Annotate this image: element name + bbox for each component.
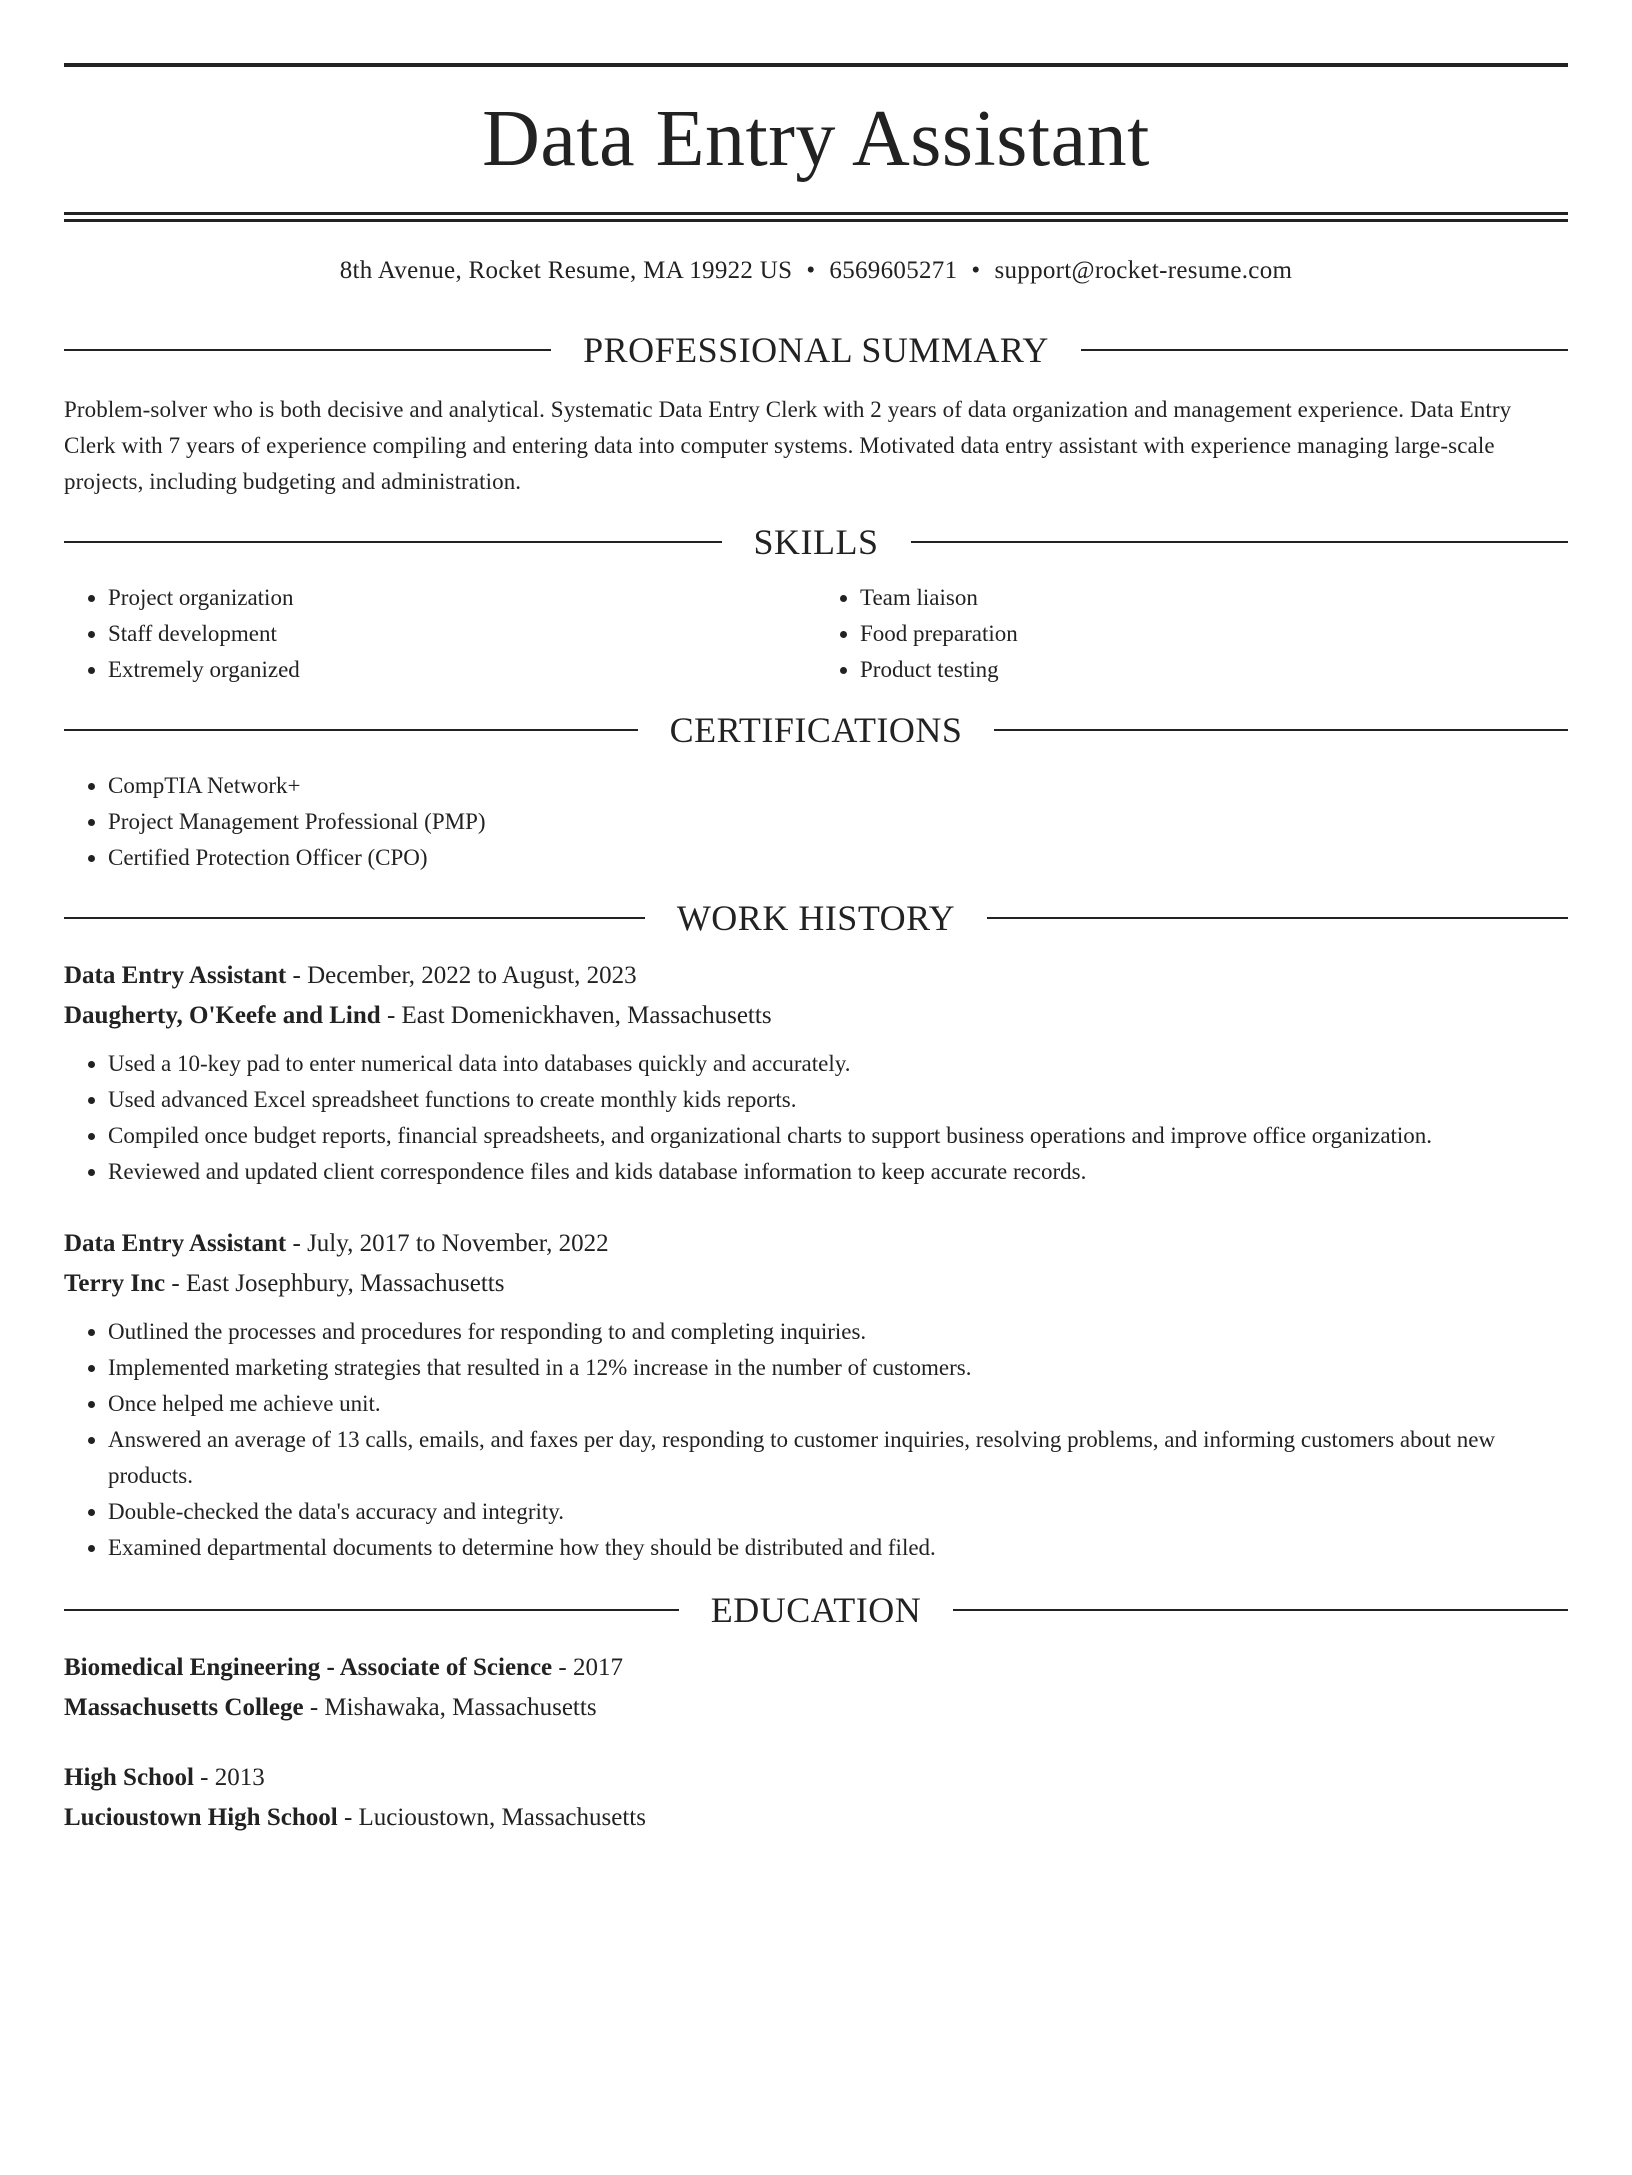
skill-item: • Staff development bbox=[108, 616, 816, 652]
section-rule bbox=[64, 917, 645, 919]
skill-item: • Extremely organized bbox=[108, 652, 816, 688]
section-title-work-history: WORK HISTORY bbox=[676, 898, 956, 938]
education-degree-line bbox=[64, 1648, 1568, 1688]
job-dates: - December, 2022 to August, 2023 bbox=[286, 962, 637, 989]
section-title-education: EDUCATION bbox=[710, 1590, 922, 1630]
certification-item: • CompTIA Network+ bbox=[108, 768, 1568, 804]
education-school-line bbox=[64, 1798, 1568, 1838]
job-dates: - July, 2017 to November, 2022 bbox=[286, 1230, 609, 1257]
job-bullet: • Answered an average of 13 calls, emails, and faxes per day, responding to customer inquiries, resolving problems, and informing customers about new products. bbox=[108, 1422, 1568, 1494]
job-company: Terry Inc bbox=[64, 1270, 166, 1297]
skills-list-right bbox=[816, 580, 1568, 688]
job-bullet: • Once helped me achieve unit. bbox=[108, 1386, 1568, 1422]
job-bullets bbox=[64, 1046, 1568, 1190]
contact-separator: • bbox=[971, 257, 981, 284]
job-bullet: • Double-checked the data's accuracy and integrity. bbox=[108, 1494, 1568, 1530]
section-rule bbox=[911, 541, 1569, 543]
education-year: - 2013 bbox=[193, 1764, 265, 1791]
education-degree-line bbox=[64, 1758, 1568, 1798]
education-degree: High School bbox=[64, 1764, 194, 1791]
education-degree: Biomedical Engineering - Associate of Science bbox=[64, 1654, 553, 1681]
job-role: Data Entry Assistant bbox=[64, 1230, 287, 1257]
contact-line bbox=[64, 256, 1568, 286]
section-title-skills: SKILLS bbox=[753, 522, 879, 562]
contact-phone: 6569605271 bbox=[829, 257, 958, 284]
section-header-certifications bbox=[64, 710, 1568, 750]
summary-text: Problem-solver who is both decisive and analytical. Systematic Data Entry Clerk with 2 years of data organization and management experience. Data Entry Clerk with 7 years of experience compiling and entering data into computer systems. Motivated data entry assistant with experience managing large-scale projects, including budgeting and administration. bbox=[64, 397, 1512, 494]
job-role-line bbox=[64, 956, 1568, 996]
job-company-line bbox=[64, 996, 1568, 1036]
job-bullet: • Used a 10-key pad to enter numerical data into databases quickly and accurately. bbox=[108, 1046, 1568, 1082]
section-header-education bbox=[64, 1590, 1568, 1630]
title-double-rule bbox=[64, 212, 1568, 222]
education-entry bbox=[64, 1648, 1568, 1728]
education-location: - Lucioustown, Massachusetts bbox=[337, 1804, 646, 1831]
education-year: - 2017 bbox=[552, 1654, 623, 1681]
contact-separator: • bbox=[806, 257, 816, 284]
skills-columns bbox=[64, 580, 1568, 688]
section-rule bbox=[953, 1609, 1568, 1611]
contact-address: 8th Avenue, Rocket Resume, MA 19922 US bbox=[339, 257, 793, 284]
certification-item: • Certified Protection Officer (CPO) bbox=[108, 840, 1568, 876]
education-school-line bbox=[64, 1688, 1568, 1728]
job-location: - East Josephbury, Massachusetts bbox=[165, 1270, 505, 1297]
education-location: - Mishawaka, Massachusetts bbox=[303, 1694, 597, 1721]
job-bullet: • Implemented marketing strategies that resulted in a 12% increase in the number of customers. bbox=[108, 1350, 1568, 1386]
certifications-list bbox=[64, 768, 1568, 876]
education-school: Massachusetts College bbox=[64, 1694, 304, 1721]
certification-item: • Project Management Professional (PMP) bbox=[108, 804, 1568, 840]
job-company: Daugherty, O'Keefe and Lind bbox=[64, 1002, 381, 1029]
job-bullet: • Compiled once budget reports, financial spreadsheets, and organizational charts to support business operations and improve office organization. bbox=[108, 1118, 1568, 1154]
section-rule bbox=[1081, 349, 1568, 351]
section-rule bbox=[64, 541, 722, 543]
job-bullet: • Reviewed and updated client correspondence files and kids database information to keep accurate records. bbox=[108, 1154, 1568, 1190]
job-location: - East Domenickhaven, Massachusetts bbox=[380, 1002, 772, 1029]
skill-item: • Product testing bbox=[860, 652, 1568, 688]
skill-item: • Food preparation bbox=[860, 616, 1568, 652]
contact-email: support@rocket-resume.com bbox=[994, 257, 1293, 284]
job-entry bbox=[64, 1224, 1568, 1566]
job-bullet: • Outlined the processes and procedures for responding to and completing inquiries. bbox=[108, 1314, 1568, 1350]
education-school: Lucioustown High School bbox=[64, 1804, 338, 1831]
skill-item: • Team liaison bbox=[860, 580, 1568, 616]
section-rule bbox=[994, 729, 1568, 731]
job-role-line bbox=[64, 1224, 1568, 1264]
job-entry bbox=[64, 956, 1568, 1190]
section-title-summary: PROFESSIONAL SUMMARY bbox=[583, 330, 1049, 370]
section-header-work-history bbox=[64, 898, 1568, 938]
section-rule bbox=[64, 1609, 679, 1611]
job-company-line bbox=[64, 1264, 1568, 1304]
section-header-summary bbox=[64, 330, 1568, 370]
job-bullet: • Examined departmental documents to determine how they should be distributed and filed. bbox=[108, 1530, 1568, 1566]
education-entry bbox=[64, 1758, 1568, 1838]
job-role: Data Entry Assistant bbox=[64, 962, 287, 989]
section-rule bbox=[987, 917, 1568, 919]
section-rule bbox=[64, 349, 551, 351]
skills-list-left bbox=[64, 580, 816, 688]
top-rule bbox=[64, 63, 1568, 67]
section-header-skills bbox=[64, 522, 1568, 562]
job-bullet: • Used advanced Excel spreadsheet functions to create monthly kids reports. bbox=[108, 1082, 1568, 1118]
section-rule bbox=[64, 729, 638, 731]
resume-page bbox=[0, 63, 1632, 2175]
section-title-certifications: CERTIFICATIONS bbox=[669, 710, 963, 750]
resume-title: Data Entry Assistant bbox=[482, 95, 1150, 183]
job-bullets bbox=[64, 1314, 1568, 1566]
skill-item: • Project organization bbox=[108, 580, 816, 616]
